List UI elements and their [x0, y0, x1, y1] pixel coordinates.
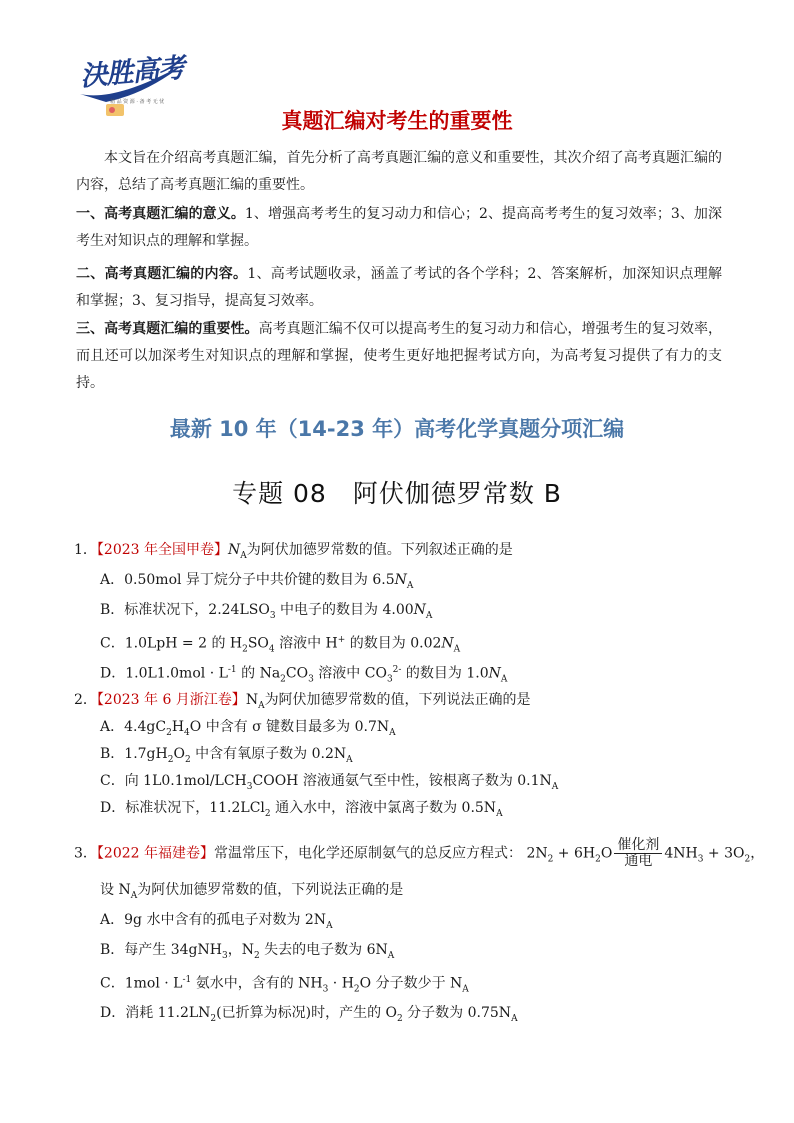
option-3a: A．9g 水中含有的孤电子对数为 $2N_A$: [100, 912, 333, 931]
question-source: 【2023 年全国甲卷】: [96, 542, 229, 558]
page-title: 真题汇编对考生的重要性: [281, 109, 513, 133]
section-3-head: 三、高考真题汇编的重要性。: [76, 321, 259, 337]
question-1: 1．【2023 年全国甲卷】$N_A$为阿伏加德罗常数的值。下列叙述正确的是: [74, 542, 513, 561]
option-1a: A．0.50mol 异丁烷分子中共价键的数目为 $6.5N_A$: [100, 572, 414, 591]
question-stem: 常温常压下，电化学还原制氨气的总反应方程式：: [214, 845, 523, 862]
option-3d: D．消耗 $11.2LN_2$(已折算为标况)时，产生的 $O_2$ 分子数为 $0.75N_A$: [100, 1005, 518, 1024]
question-number: 2．: [74, 692, 97, 708]
option-2c: C．向 $1L0.1mol/LCH_3COOH$ 溶液通氨气至中性，铵根离子数为 $0.1N_A$: [100, 773, 559, 792]
section-1-body: 1、增强高考考生的复习动力和信心；2、提高高考考生的复习效率；3、加深考生对知识点的理解和掌握。: [76, 206, 722, 249]
reaction-condition: $\frac{\text{催化剂}}{\text{通电}}$: [614, 838, 662, 869]
question-number: 1．: [74, 542, 97, 558]
question-stem: 为阿伏加德罗常数的值。下列叙述正确的是: [246, 542, 513, 558]
section-2-body: 1、高考试题收录，涵盖了考试的各个学科；2、答案解析，加深知识点理解和掌握；3、复习指导，提高复习效率。: [76, 266, 723, 309]
topic-heading: 专题 08 阿伏伽德罗常数 B: [232, 479, 562, 508]
option-2d: D．标准状况下，11.2LCl$_2$ 通入水中，溶液中氯离子数为 $0.5N_A$: [100, 800, 503, 819]
question-number: 3．: [74, 845, 97, 862]
question-source: 【2023 年 6 月浙江卷】: [96, 692, 246, 708]
logo-subtext: 精 品 资 源 · 备 考 无 忧: [110, 99, 165, 105]
option-2a: A．$4.4gC_2H_4O$ 中含有 σ 键数目最多为 $0.7N_A$: [100, 719, 396, 738]
logo-text: 決胜高考: [79, 52, 186, 93]
option-1c: C．1.0LpH = 2 的 $H_2SO_4$ 溶液中 H+ 的数目为 $0.02N_A$: [100, 635, 461, 655]
option-3b: B．每产生 34gNH$_3$，$N_2$ 失去的电子数为 $6N_A$: [100, 942, 395, 961]
section-2-head: 二、高考真题汇编的内容。: [76, 266, 248, 282]
section-1: [76, 201, 722, 255]
option-1b: B．标准状况下，$2.24LSO_3$ 中电子的数目为 $4.00N_A$: [100, 602, 433, 621]
option-3c: C．$1mol \cdot L^{-1}$ 氨水中，含有的 $NH_3 \cdot H_2O$ 分子数少于 $N_A$: [100, 975, 469, 995]
question-2: 2．【2023 年 6 月浙江卷】$N_A$为阿伏加德罗常数的值，下列说法正确的是: [74, 692, 531, 711]
section-3-body: 高考真题汇编不仅可以提高考生的复习动力和信心，增强考生的复习效率，而且还可以加深考生对知识点的理解和掌握，使考生更好地把握考试方向，为高考复习提供了有力的支持。: [76, 321, 722, 391]
subtitle: 最新 10 年（14-23 年）高考化学真题分项汇编: [169, 417, 625, 441]
question-stem: 为阿伏加德罗常数的值，下列说法正确的是: [264, 692, 531, 708]
question-source: 【2022 年福建卷】: [96, 845, 215, 862]
question-3: 3．【2022 年福建卷】常温常压下，电化学还原制氨气的总反应方程式： $2N_2 + 6H_2O$ $\frac{\text{催化剂}}{\text{通电}}$ $4NH_3 + 3O_2$，: [74, 837, 765, 869]
section-3: [76, 316, 722, 397]
intro-paragraph: 本文旨在介绍高考真题汇编，首先分析了高考真题汇编的意义和重要性，其次介绍了高考真题汇编的内容，总结了高考真题汇编的重要性。: [76, 150, 722, 193]
section-1-head: 一、高考真题汇编的意义。: [76, 206, 245, 222]
option-2b: B．$1.7gH_2O_2$ 中含有氧原子数为 $0.2N_A$: [100, 746, 353, 765]
question-3-line2: 设 $N_A$为阿伏加德罗常数的值，下列说法正确的是: [100, 882, 404, 901]
option-1d: D．$1.0L1.0mol \cdot L^{-1}$ 的 $Na_2CO_3$ 溶液中 $CO_3^{2-}$ 的数目为 $1.0N_A$: [100, 665, 508, 685]
section-2: [76, 261, 722, 315]
